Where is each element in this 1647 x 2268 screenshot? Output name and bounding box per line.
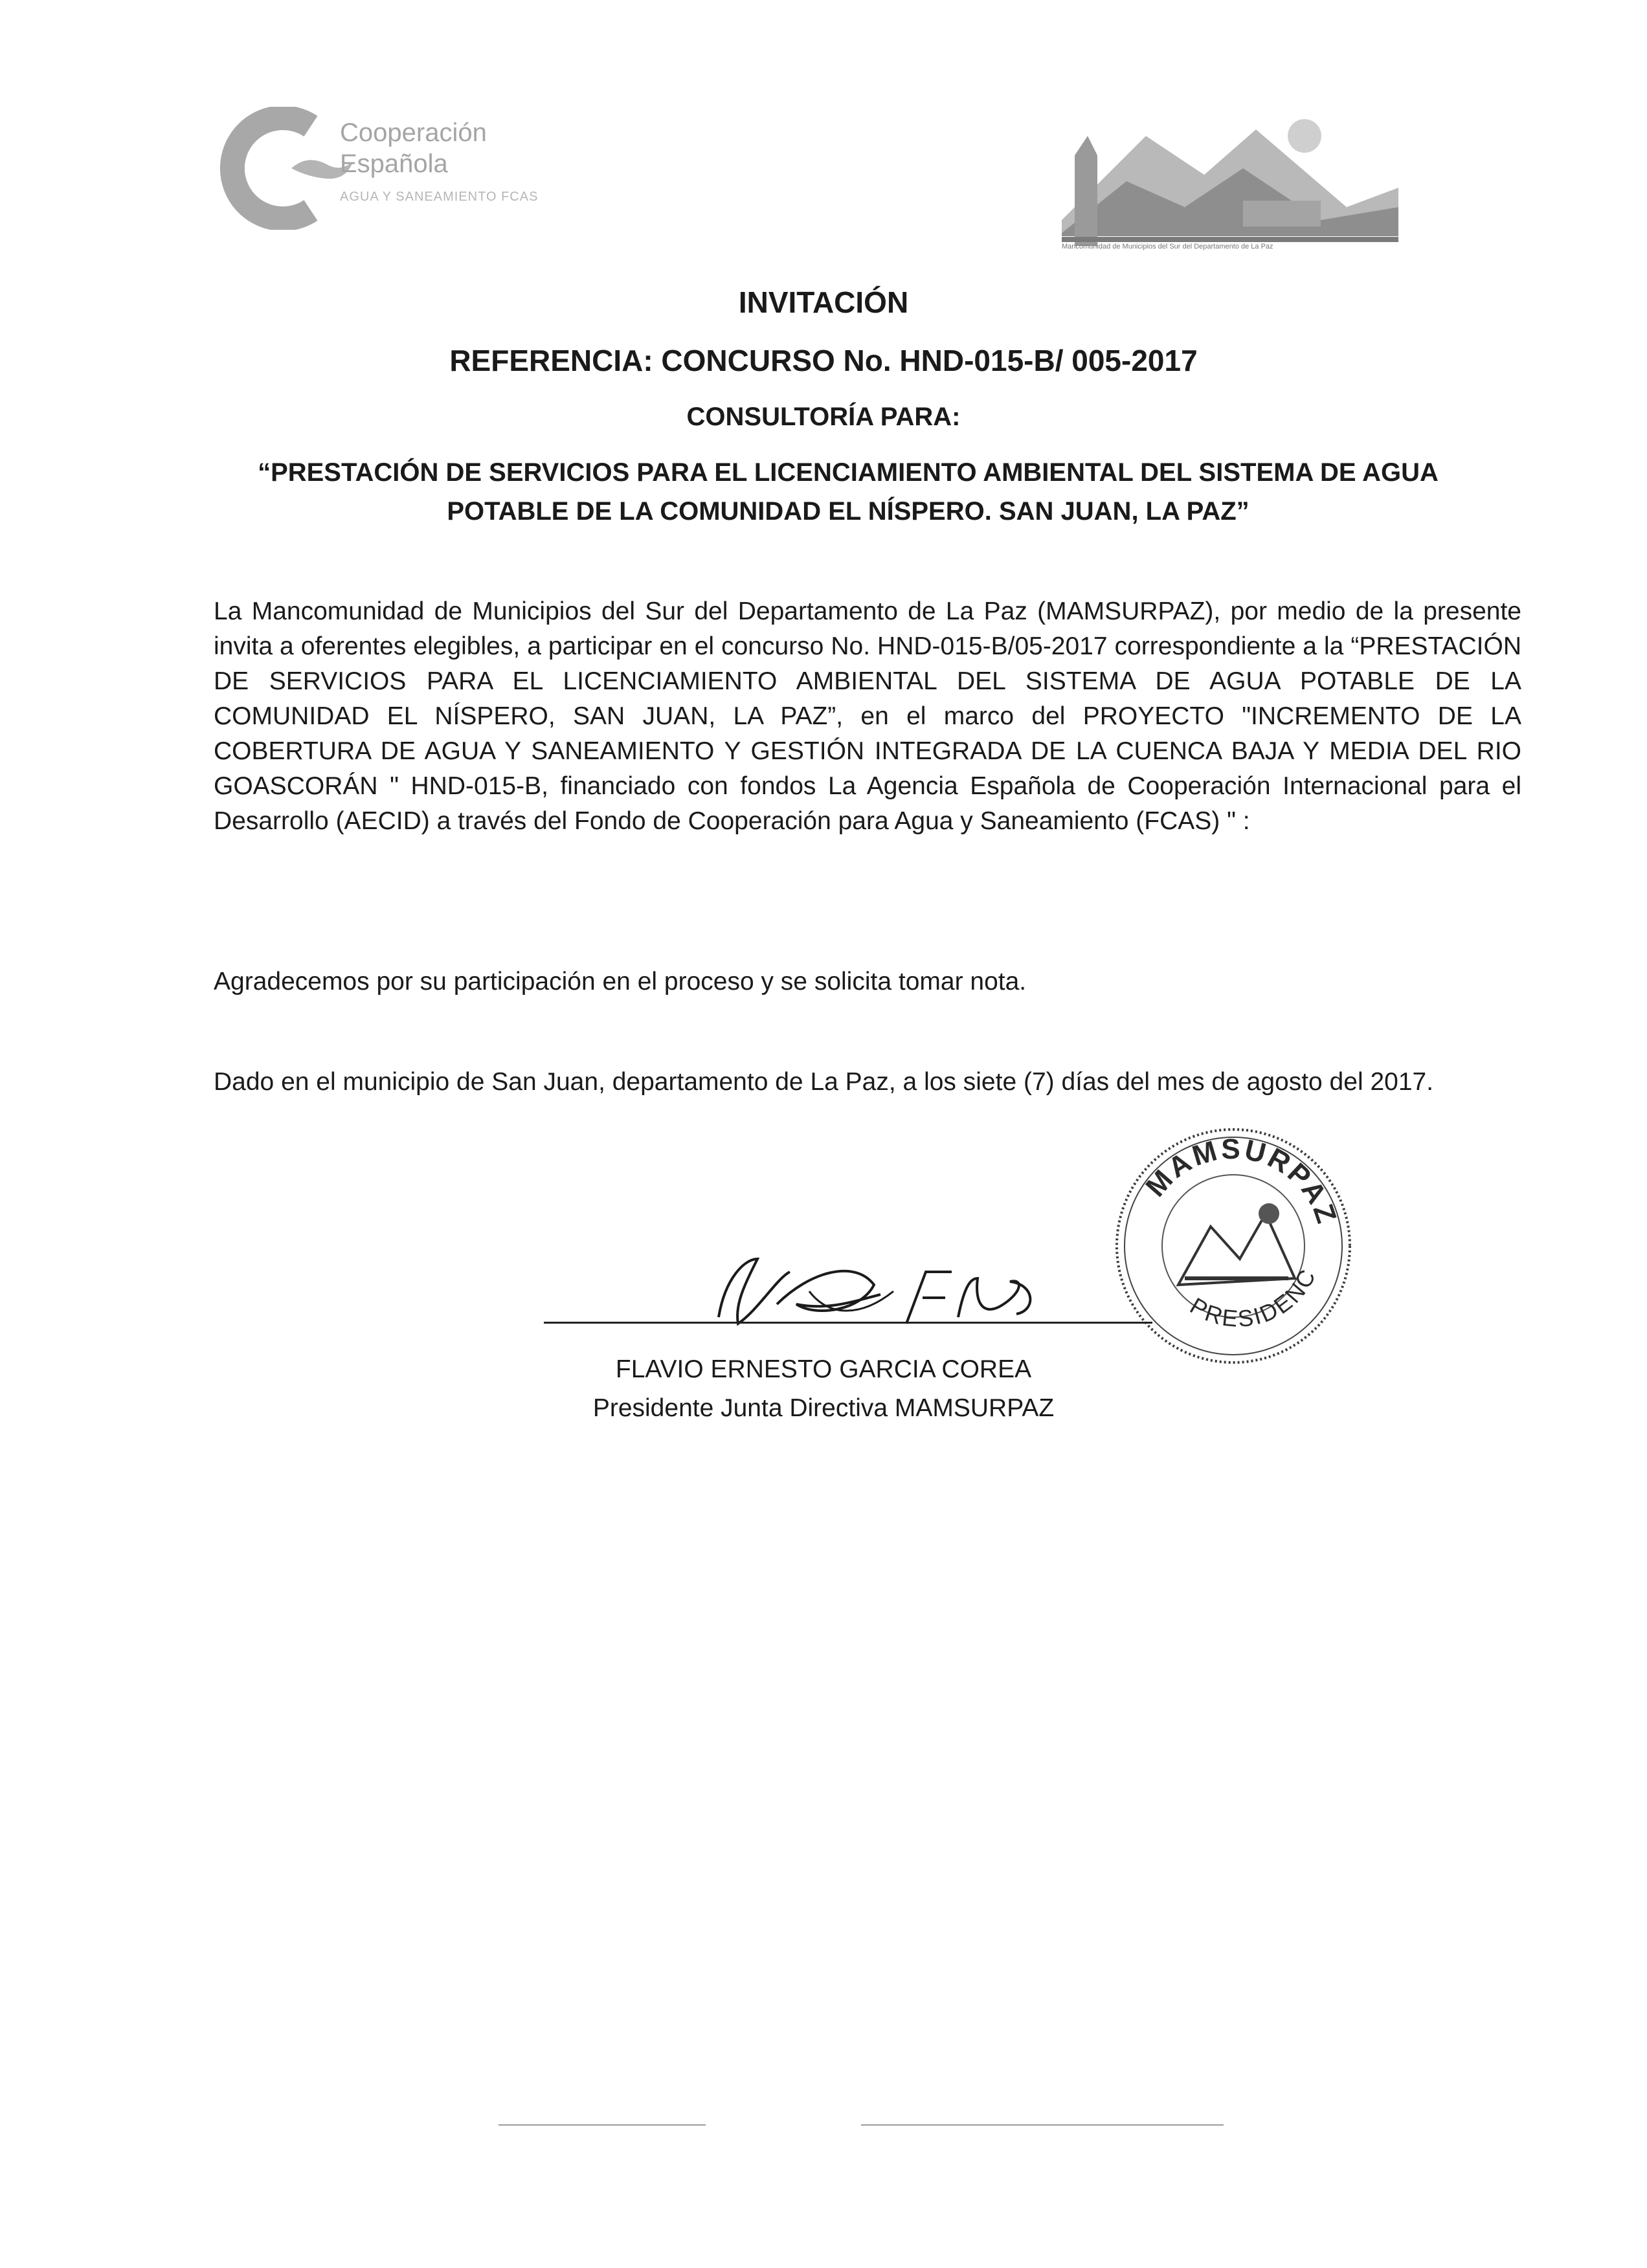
- cooperacion-espanola-logo: [214, 107, 628, 230]
- signature-scribble-icon: [699, 1233, 1062, 1337]
- right-logo-caption: Mancomunidad de Municipios del Sur del Departamento de La Paz: [1062, 243, 1273, 250]
- document-title: INVITACIÓN: [738, 285, 909, 319]
- seal-top-text: MAMSURPAZ: [1139, 1133, 1343, 1230]
- logo-line3: AGUA Y SANEAMIENTO FCAS: [340, 190, 539, 204]
- logo-line1: Cooperación: [340, 118, 487, 147]
- seal-bottom-text: PRESIDENC: [1185, 1263, 1322, 1333]
- signer-name: FLAVIO ERNESTO GARCIA COREA: [615, 1355, 1032, 1383]
- reference-line: REFERENCIA: CONCURSO No. HND-015-B/ 005-2017: [449, 344, 1198, 377]
- handwritten-signature: [699, 1233, 1062, 1337]
- logo-line2: Española: [340, 150, 448, 178]
- footer-rule-right: [861, 2124, 1224, 2126]
- signer-position: Presidente Junta Directiva MAMSURPAZ: [592, 1394, 1055, 1422]
- svg-text:MAMSURPAZ: [1139, 1133, 1343, 1230]
- footer-rule-left: [499, 2124, 706, 2126]
- mountain-landscape-icon: [1049, 110, 1411, 256]
- mamsurpaz-logo: [1049, 110, 1411, 256]
- body-paragraph-3: Dado en el municipio de San Juan, departamento de La Paz, a los siete (7) días del mes de agosto del 2017.: [214, 1068, 1434, 1096]
- subtitle: CONSULTORÍA PARA:: [686, 403, 961, 431]
- signature-line: [544, 1322, 1152, 1324]
- body-paragraph-2: Agradecemos por su participación en el proceso y se solicita tomar nota.: [214, 968, 1027, 995]
- presidencia-seal: [1101, 1117, 1366, 1375]
- body-paragraph-1: La Mancomunidad de Municipios del Sur del Departamento de La Paz (MAMSURPAZ), por medio de la presente invita a oferentes elegibles, a participar en el concurso No. HND-015-B/05-2017 correspondiente a la “PRESTACIÓN DE SERVICIOS PARA EL LICENCIAMIENTO AMBIENTAL DEL SISTEMA DE AGUA POTABLE DE LA COMUNIDAD EL NÍSPERO, SAN JUAN, LA PAZ”, en el marco del PROYECTO "INCREMENTO DE LA COBERTURA DE AGUA Y SANEAMIENTO Y GESTIÓN INTEGRADA DE LA CUENCA BAJA Y MEDIA DEL RIO GOASCORÁN " HND-015-B, financiado con fondos La Agencia Española de Cooperación Internacional para el Desarrollo (AECID) a través del Fondo de Cooperación para Agua y Saneamiento (FCAS) " :: [214, 597, 1521, 835]
- project-title: “PRESTACIÓN DE SERVICIOS PARA EL LICENCIAMIENTO AMBIENTAL DEL SISTEMA DE AGUA POTABLE DE LA COMUNIDAD EL NÍSPERO. SAN JUAN, LA PAZ”: [258, 458, 1439, 526]
- seal-stamp-icon: [1101, 1117, 1366, 1375]
